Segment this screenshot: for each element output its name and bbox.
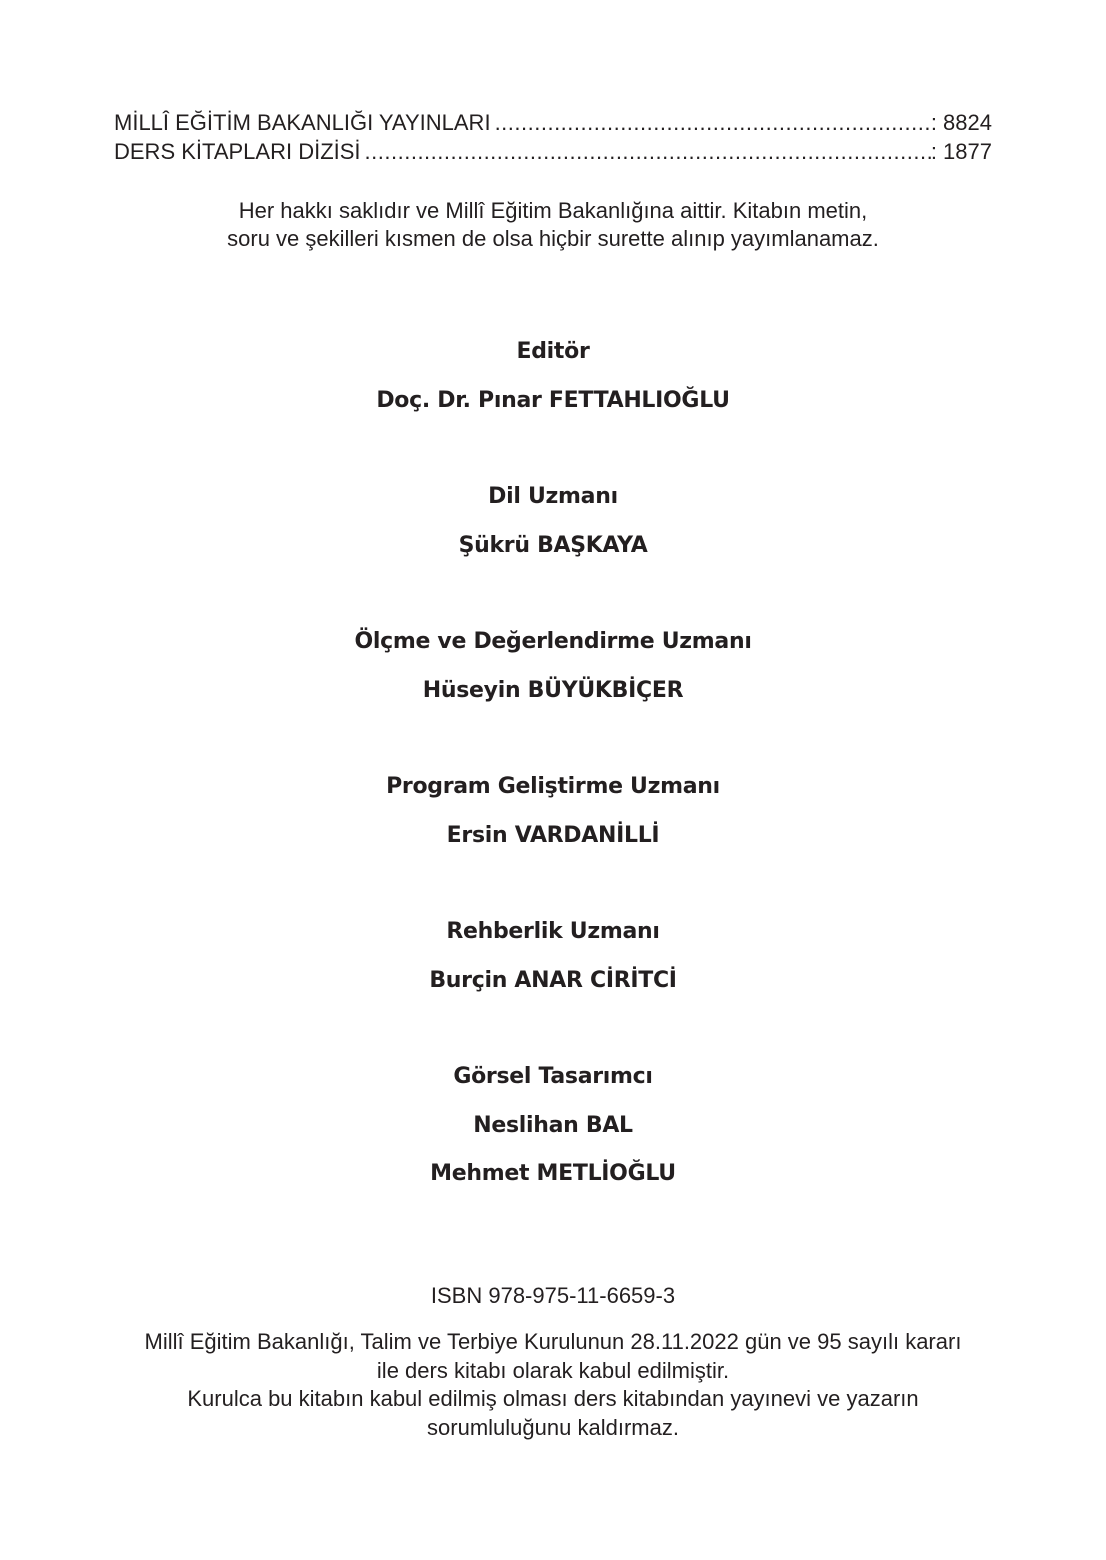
credit-name: Mehmet METLİOĞLU: [430, 1161, 676, 1186]
approval-line: Millî Eğitim Bakanlığı, Talim ve Terbiye Kurulunun 28.11.2022 gün ve 95 sayılı kararı: [144, 1329, 962, 1354]
credit-role: Program Geliştirme Uzmanı: [386, 774, 720, 799]
dot-leader: [495, 108, 931, 137]
series-number: : 1877: [930, 139, 992, 164]
credit-name: Burçin ANAR CİRİTCİ: [429, 967, 677, 993]
credit-name: Hüseyin BÜYÜKBİÇER: [422, 677, 684, 703]
series-row-textbooks: [114, 137, 992, 166]
copyright-line: soru ve şekilleri kısmen de olsa hiçbir surette alınıp yayımlanamaz.: [227, 226, 879, 251]
credit-role: Editör: [516, 339, 590, 364]
isbn-number: ISBN 978-975-11-6659-3: [430, 1283, 676, 1308]
series-label: DERS KİTAPLARI DİZİSİ: [114, 139, 361, 164]
credit-name: Doç. Dr. Pınar FETTAHLIOĞLU: [376, 387, 730, 413]
credits-section: [0, 333, 1106, 1252]
credit-language-expert: [0, 478, 1106, 575]
copyright-notice: [0, 197, 1106, 253]
copyright-line: Her hakkı saklıdır ve Millî Eğitim Bakanlığına aittir. Kitabın metin,: [238, 198, 868, 223]
credit-role: Dil Uzmanı: [488, 484, 618, 509]
credit-name: Neslihan BAL: [473, 1112, 633, 1138]
dot-leader: [365, 137, 931, 166]
credit-name: Şükrü BAŞKAYA: [458, 532, 648, 558]
credit-name: Ersin VARDANİLLİ: [446, 822, 660, 848]
credit-program-expert: [0, 768, 1106, 865]
series-info: [114, 108, 992, 166]
credit-guidance-expert: [0, 913, 1106, 1010]
credit-visual-designer: [0, 1058, 1106, 1204]
approval-line: ile ders kitabı olarak kabul edilmiştir.: [376, 1357, 730, 1383]
credit-assessment-expert: [0, 623, 1106, 720]
series-number: : 8824: [930, 110, 992, 135]
approval-notice: [0, 1328, 1106, 1442]
series-label: MİLLÎ EĞİTİM BAKANLIĞI YAYINLARI: [114, 110, 491, 135]
credit-role: Görsel Tasarımcı: [453, 1064, 653, 1089]
credit-role: Rehberlik Uzmanı: [446, 919, 660, 944]
series-row-publications: [114, 108, 992, 137]
approval-line: sorumluluğunu kaldırmaz.: [427, 1414, 679, 1440]
credit-editor: [0, 333, 1106, 430]
approval-line: Kurulca bu kitabın kabul edilmiş olması ders kitabından yayınevi ve yazarın: [187, 1386, 919, 1411]
credit-role: Ölçme ve Değerlendirme Uzmanı: [354, 629, 752, 654]
